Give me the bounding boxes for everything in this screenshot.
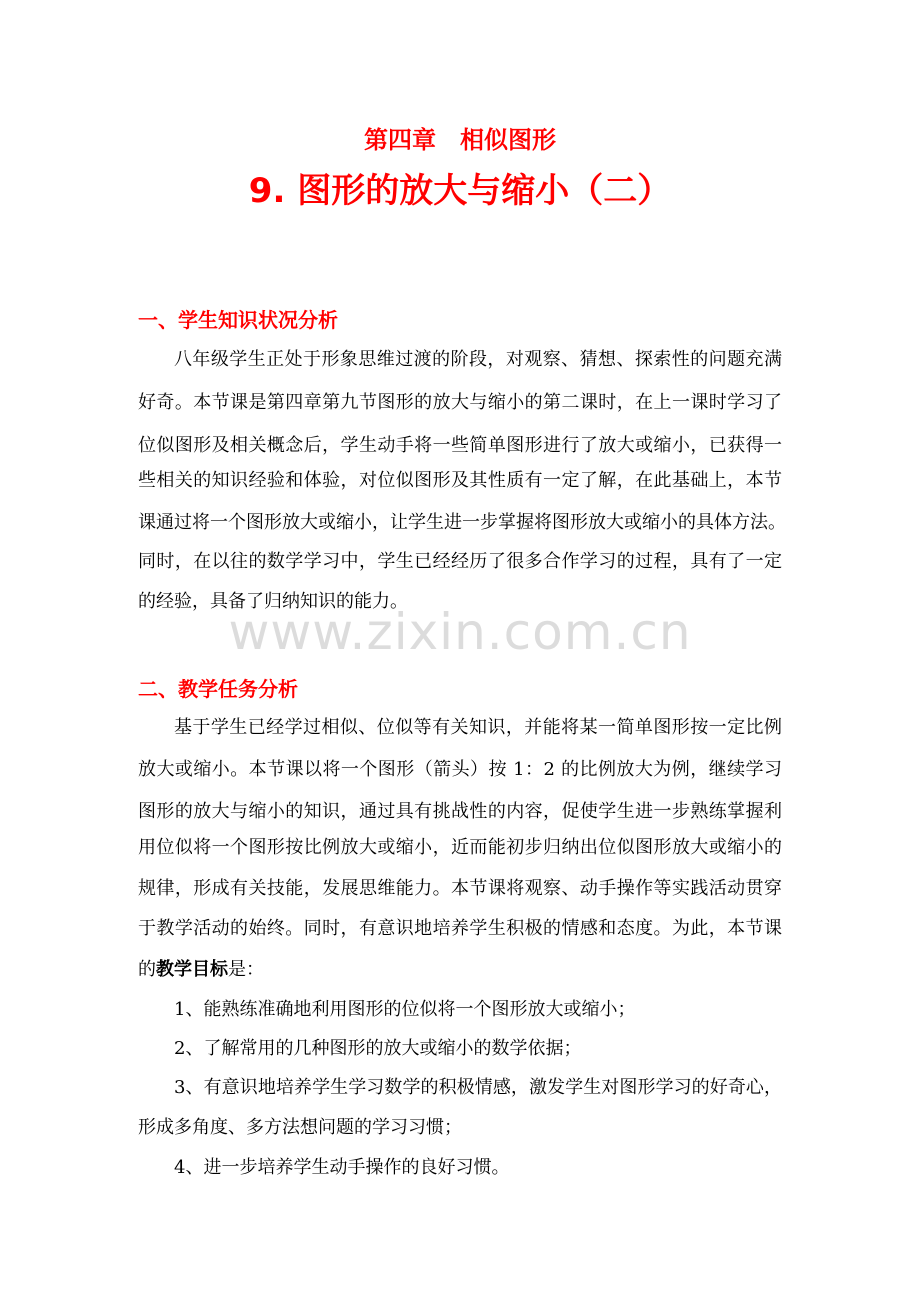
goal-item-1: 1、能熟练准确地利用图形的位似将一个图形放大或缩小； bbox=[174, 999, 636, 1020]
goal-bold: 教学目标 bbox=[156, 959, 228, 980]
paragraph-line: 课通过将一个图形放大或缩小，让学生进一步掌握将图形放大或缩小的具体方法。 bbox=[138, 512, 786, 533]
goal-item-4: 4、进一步培养学生动手操作的良好习惯。 bbox=[174, 1157, 510, 1178]
goal-item-3: 3、有意识地培养学生学习数学的积极情感，激发学生对图形学习的好奇心， bbox=[174, 1077, 782, 1098]
paragraph-line: 用位似将一个图形按比例放大或缩小，近而能初步归纳出位似图形放大或缩小的 bbox=[138, 837, 782, 858]
goal-prefix: 的 bbox=[138, 959, 156, 980]
section-heading-task-analysis: 二、教学任务分析 bbox=[138, 677, 298, 701]
lesson-title: 9. 图形的放大与缩小（二） bbox=[248, 171, 672, 211]
goal-item-3-continued: 形成多角度、多方法想问题的学习习惯； bbox=[138, 1117, 462, 1138]
paragraph-line: 规律，形成有关技能，发展思维能力。本节课将观察、动手操作等实践活动贯穿 bbox=[138, 878, 782, 899]
paragraph-line: 放大或缩小。本节课以将一个图形（箭头）按 1：2 的比例放大为例，继续学习 bbox=[138, 759, 782, 780]
paragraph-line: 于教学活动的始终。同时，有意识地培养学生积极的情感和态度。为此，本节课 bbox=[138, 918, 782, 939]
paragraph-line: 图形的放大与缩小的知识，通过具有挑战性的内容，促使学生进一步熟练掌握利 bbox=[138, 801, 782, 822]
paragraph-line: 八年级学生正处于形象思维过渡的阶段，对观察、猜想、探索性的问题充满 bbox=[174, 349, 782, 370]
teaching-goal-intro bbox=[138, 958, 782, 982]
chapter-title: 第四章 相似图形 bbox=[364, 126, 556, 154]
paragraph-line: 同时，在以往的数学学习中，学生已经经历了很多合作学习的过程，具有了一定 bbox=[138, 551, 782, 572]
section-heading-student-analysis: 一、学生知识状况分析 bbox=[138, 308, 338, 332]
paragraph-line: 好奇。本节课是第四章第九节图形的放大与缩小的第二课时，在上一课时学习了 bbox=[138, 392, 782, 413]
goal-suffix: 是： bbox=[228, 959, 264, 980]
watermark: www.zixin.com.cn bbox=[228, 603, 692, 661]
paragraph-line: 位似图形及相关概念后，学生动手将一些简单图形进行了放大或缩小，已获得一 bbox=[138, 435, 782, 456]
paragraph-line: 的经验，具备了归纳知识的能力。 bbox=[138, 591, 408, 612]
paragraph-line: 基于学生已经学过相似、位似等有关知识，并能将某一简单图形按一定比例 bbox=[174, 717, 782, 738]
goal-item-2: 2、了解常用的几种图形的放大或缩小的数学依据； bbox=[174, 1038, 582, 1059]
paragraph-line: 些相关的知识经验和体验，对位似图形及其性质有一定了解，在此基础上，本节 bbox=[138, 470, 782, 491]
